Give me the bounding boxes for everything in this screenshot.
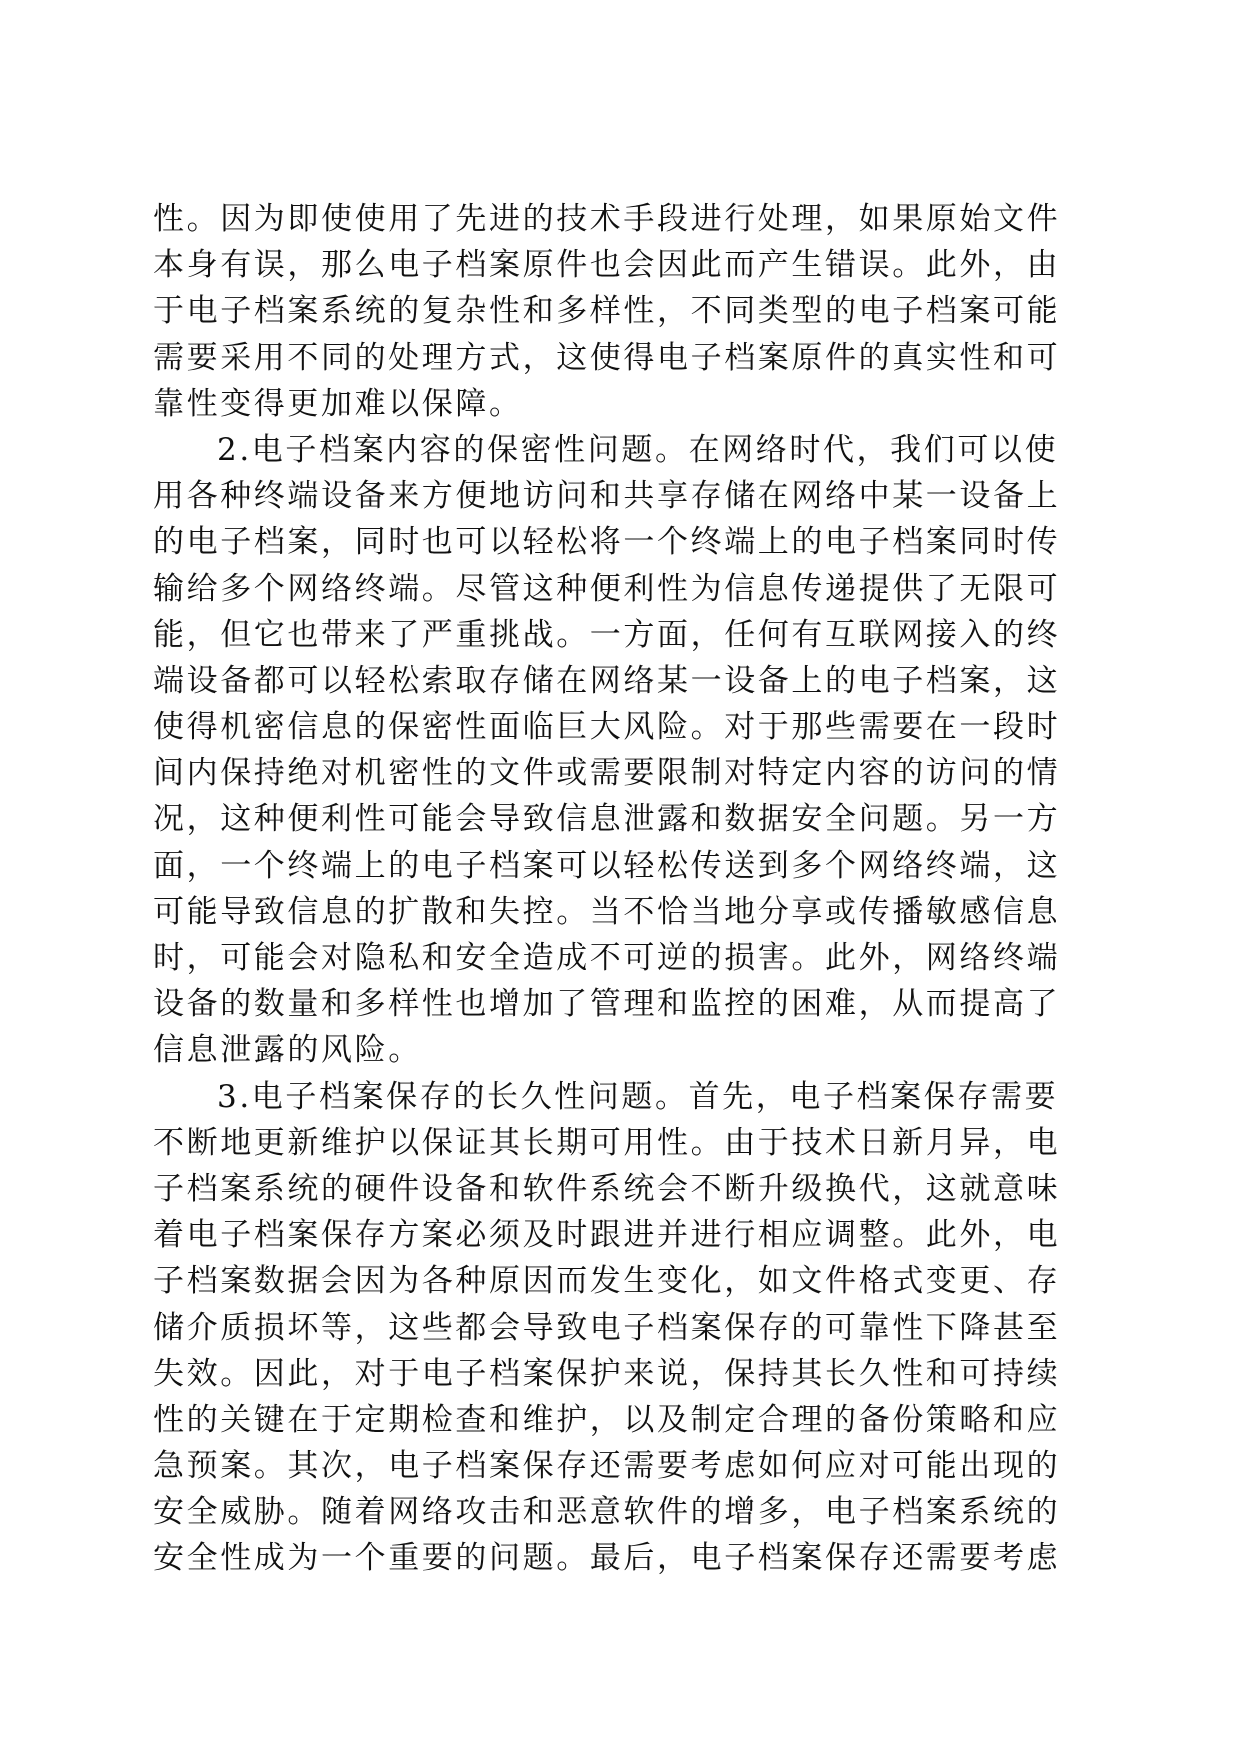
text-line: 失效。因此，对于电子档案保护来说，保持其长久性和可持续 (153, 1355, 1061, 1392)
text-line: 于电子档案系统的复杂性和多样性，不同类型的电子档案可能 (153, 293, 1061, 330)
text-line: 可能导致信息的扩散和失控。当不恰当地分享或传播敏感信息 (153, 893, 1061, 930)
text-line: 2.电子档案内容的保密性问题。在网络时代，我们可以使 (217, 431, 1059, 468)
text-line: 况，这种便利性可能会导致信息泄露和数据安全问题。另一方 (153, 801, 1061, 838)
text-line: 子档案系统的硬件设备和软件系统会不断升级换代，这就意味 (153, 1170, 1061, 1207)
text-line: 性。因为即使使用了先进的技术手段进行处理，如果原始文件 (153, 201, 1061, 237)
body-text (153, 196, 1083, 1582)
text-line: 间内保持绝对机密性的文件或需要限制对特定内容的访问的情 (153, 755, 1061, 792)
text-line: 不断地更新维护以保证其长期可用性。由于技术日新月异，电 (153, 1124, 1061, 1161)
text-line: 安全性成为一个重要的问题。最后，电子档案保存还需要考虑 (153, 1540, 1061, 1577)
text-line: 本身有误，那么电子档案原件也会因此而产生错误。此外，由 (153, 247, 1061, 284)
text-line: 的电子档案，同时也可以轻松将一个终端上的电子档案同时传 (153, 524, 1061, 561)
text-line: 使得机密信息的保密性面临巨大风险。对于那些需要在一段时 (153, 709, 1061, 746)
text-line: 用各种终端设备来方便地访问和共享存储在网络中某一设备上 (153, 478, 1061, 515)
text-line: 储介质损坏等，这些都会导致电子档案保存的可靠性下降甚至 (153, 1309, 1061, 1346)
text-line: 信息泄露的风险。 (153, 1032, 422, 1069)
text-line: 能，但它也带来了严重挑战。一方面，任何有互联网接入的终 (153, 616, 1061, 653)
text-line: 着电子档案保存方案必须及时跟进并进行相应调整。此外，电 (153, 1217, 1061, 1254)
paragraph-longevity (153, 1074, 1083, 1582)
text-line: 3.电子档案保存的长久性问题。首先，电子档案保存需要 (217, 1078, 1059, 1115)
paragraph-authenticity-continuation (153, 196, 1083, 427)
text-line: 靠性变得更加难以保障。 (153, 385, 523, 422)
paragraph-confidentiality (153, 427, 1083, 1074)
text-line: 需要采用不同的处理方式，这使得电子档案原件的真实性和可 (153, 339, 1061, 376)
text-line: 端设备都可以轻松索取存储在网络某一设备上的电子档案，这 (153, 662, 1061, 699)
text-line: 面，一个终端上的电子档案可以轻松传送到多个网络终端，这 (153, 847, 1061, 884)
text-line: 急预案。其次，电子档案保存还需要考虑如何应对可能出现的 (153, 1448, 1061, 1485)
text-line: 性的关键在于定期检查和维护，以及制定合理的备份策略和应 (153, 1401, 1061, 1438)
text-line: 安全威胁。随着网络攻击和恶意软件的增多，电子档案系统的 (153, 1494, 1061, 1531)
text-line: 输给多个网络终端。尽管这种便利性为信息传递提供了无限可 (153, 570, 1061, 607)
text-line: 子档案数据会因为各种原因而发生变化，如文件格式变更、存 (153, 1263, 1061, 1300)
text-line: 设备的数量和多样性也增加了管理和监控的困难，从而提高了 (153, 986, 1061, 1023)
text-line: 时，可能会对隐私和安全造成不可逆的损害。此外，网络终端 (153, 940, 1061, 976)
